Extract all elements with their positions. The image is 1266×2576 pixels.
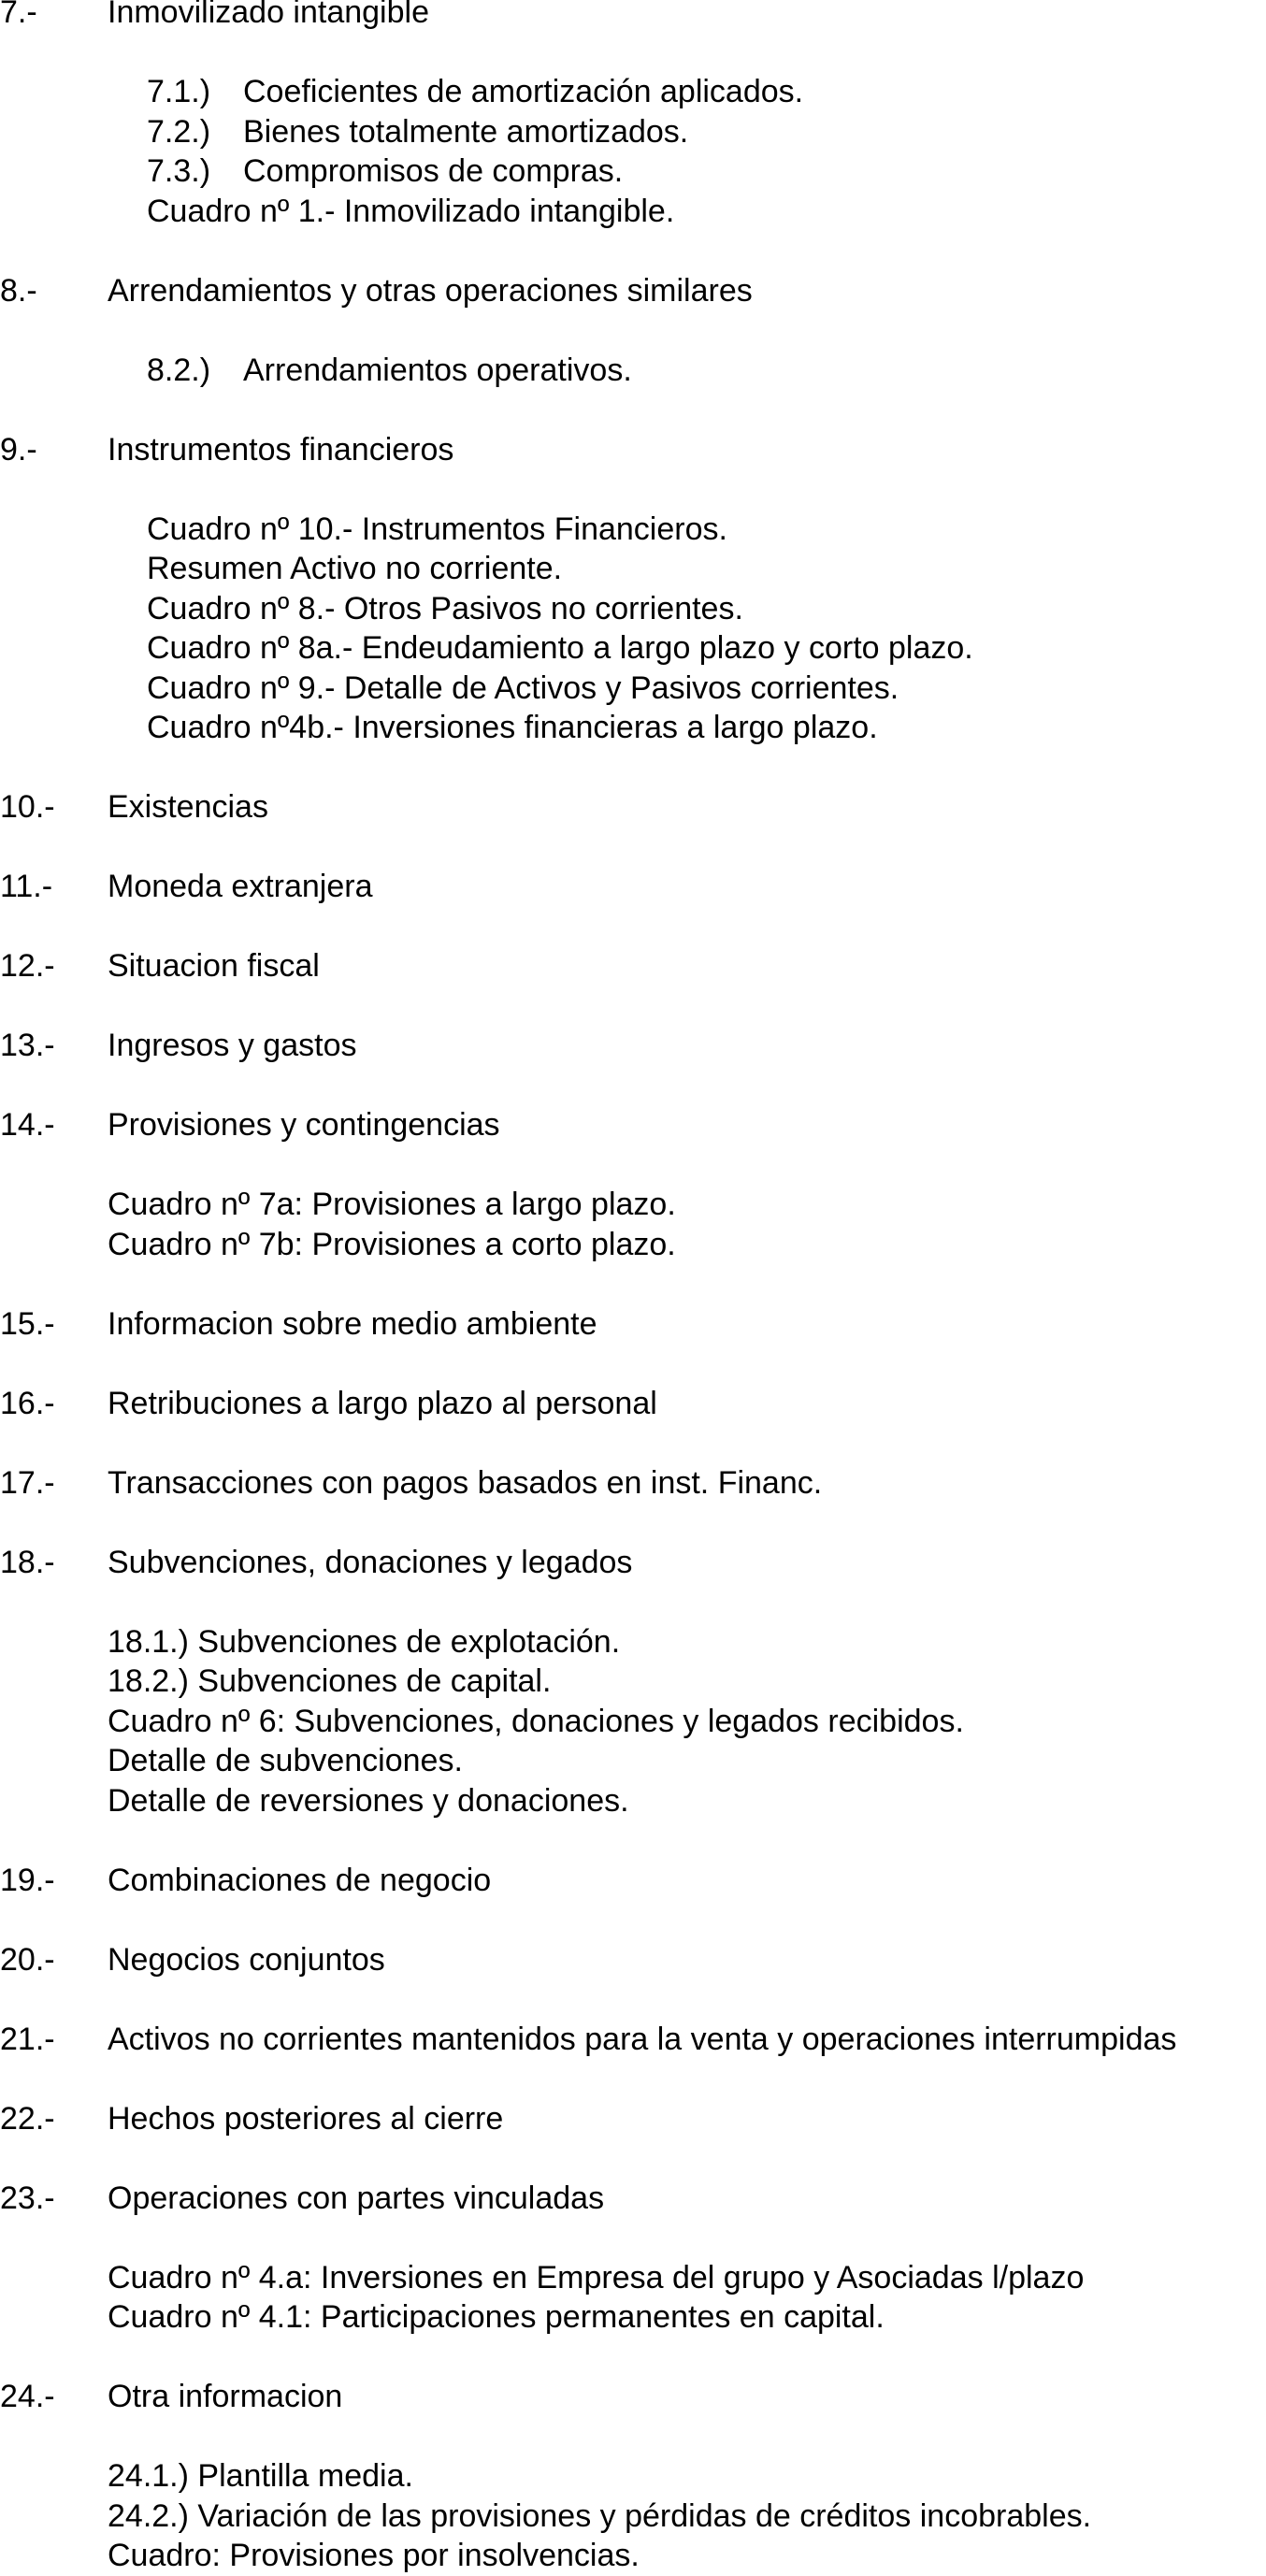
section-title: Ingresos y gastos: [108, 1028, 357, 1063]
section-number: 10.-: [0, 789, 55, 825]
section-title: Inmovilizado intangible: [108, 0, 429, 30]
index-section: [0, 1304, 1266, 1345]
subsection-item: [0, 1225, 1266, 1265]
section-heading: [0, 787, 1266, 827]
section-number: 18.-: [0, 1544, 55, 1580]
index-section: [0, 2377, 1266, 2576]
section-title: Retribuciones a largo plazo al personal: [108, 1385, 657, 1421]
index-section: [0, 787, 1266, 827]
section-number: 15.-: [0, 1305, 55, 1342]
index-section: [0, 1463, 1266, 1504]
index-section: [0, 867, 1266, 907]
subsection-item: [0, 1702, 1266, 1742]
section-title: Activos no corrientes mantenidos para la venta y operaciones interrumpidas: [108, 2021, 1177, 2057]
section-heading: [0, 430, 1266, 470]
subsection-number: 7.1.): [147, 74, 211, 109]
section-number: 20.-: [0, 1941, 55, 1978]
index-section: [0, 1105, 1266, 1264]
subsection-item: [0, 549, 1266, 589]
index-section: [0, 1026, 1266, 1066]
section-number: 11.-: [0, 869, 53, 904]
section-number: 23.-: [0, 2180, 55, 2216]
index-section: [0, 946, 1266, 986]
subsection-item: [0, 2258, 1266, 2298]
section-number: 8.-: [0, 272, 37, 309]
index-section: [0, 2020, 1266, 2060]
section-title: Otra informacion: [108, 2379, 343, 2414]
subsection-list: [0, 1185, 1266, 1264]
section-number: 14.-: [0, 1107, 55, 1143]
section-heading: [0, 1463, 1266, 1504]
section-heading: [0, 2179, 1266, 2219]
subsection-text: Bienes totalmente amortizados.: [243, 113, 689, 150]
subsection-text: Cuadro nº 8.- Otros Pasivos no corrientes.: [147, 590, 743, 626]
section-heading: [0, 867, 1266, 907]
section-heading: [0, 1861, 1266, 1901]
section-number: 24.-: [0, 2379, 55, 2414]
subsection-text: Cuadro nº 6: Subvenciones, donaciones y legados recibidos.: [108, 1703, 964, 1739]
subsection-text: Cuadro nº 7a: Provisiones a largo plazo.: [108, 1187, 676, 1222]
index-section: [0, 1861, 1266, 1901]
subsection-list: [0, 2258, 1266, 2338]
section-heading: [0, 1105, 1266, 1145]
section-heading: [0, 2099, 1266, 2139]
section-heading: [0, 1026, 1266, 1066]
subsection-text: Arrendamientos operativos.: [243, 352, 632, 388]
subsection-item: [0, 510, 1266, 550]
section-number: 9.-: [0, 431, 37, 468]
subsection-number: 8.2.): [147, 352, 211, 388]
index-section: [0, 1384, 1266, 1424]
subsection-item: [0, 2497, 1266, 2537]
index-section: [0, 2099, 1266, 2139]
section-title: Hechos posteriores al cierre: [108, 2100, 504, 2137]
section-number: 19.-: [0, 1862, 55, 1898]
index-section: [0, 430, 1266, 748]
section-number: 7.-: [0, 0, 37, 30]
subsection-text: Coeficientes de amortización aplicados.: [243, 74, 804, 109]
section-title: Provisiones y contingencias: [108, 1107, 500, 1143]
section-heading: [0, 271, 1266, 311]
subsection-text: Detalle de subvenciones.: [108, 1743, 463, 1778]
subsection-item: [0, 2456, 1266, 2497]
subsection-number: 7.3.): [147, 153, 211, 189]
subsection-text: 24.2.) Variación de las provisiones y pérdidas de créditos incobrables.: [108, 2497, 1092, 2534]
index-section: [0, 2179, 1266, 2338]
subsection-item: [0, 2536, 1266, 2576]
section-title: Negocios conjuntos: [108, 1941, 385, 1978]
subsection-item: [0, 1781, 1266, 1821]
section-title: Informacion sobre medio ambiente: [108, 1305, 597, 1342]
subsection-item: [0, 112, 1266, 152]
subsection-list: [0, 2456, 1266, 2576]
subsection-item: [0, 1622, 1266, 1662]
section-heading: [0, 1543, 1266, 1583]
index-section: [0, 0, 1266, 231]
subsection-text: Cuadro nº 8a.- Endeudamiento a largo plazo y corto plazo.: [147, 630, 973, 666]
subsection-text: Detalle de reversiones y donaciones.: [108, 1782, 629, 1819]
section-title: Combinaciones de negocio: [108, 1862, 492, 1898]
section-title: Instrumentos financieros: [108, 431, 454, 468]
subsection-text: Cuadro nº 9.- Detalle de Activos y Pasivos corrientes.: [147, 669, 899, 706]
section-number: 17.-: [0, 1464, 55, 1501]
subsection-item: [0, 1662, 1266, 1702]
section-title: Moneda extranjera: [108, 869, 373, 904]
section-title: Transacciones con pagos basados en inst. Financ.: [108, 1464, 823, 1501]
section-heading: [0, 2377, 1266, 2417]
section-number: 13.-: [0, 1028, 55, 1063]
subsection-item: [0, 628, 1266, 669]
subsection-text: Cuadro nº 7b: Provisiones a corto plazo.: [108, 1226, 676, 1262]
subsection-list: [0, 1622, 1266, 1821]
subsection-item: [0, 192, 1266, 232]
subsection-item: [0, 708, 1266, 748]
subsection-item: [0, 589, 1266, 629]
section-title: Operaciones con partes vinculadas: [108, 2180, 605, 2216]
subsection-text: Resumen Activo no corriente.: [147, 551, 563, 586]
subsection-text: Cuadro nº 4.1: Participaciones permanentes en capital.: [108, 2299, 885, 2335]
subsection-text: 18.2.) Subvenciones de capital.: [108, 1663, 552, 1699]
section-heading: [0, 1940, 1266, 1980]
subsection-text: 24.1.) Plantilla media.: [108, 2458, 413, 2494]
index-section: [0, 1940, 1266, 1980]
section-number: 12.-: [0, 948, 55, 984]
subsection-text: Cuadro: Provisiones por insolvencias.: [108, 2538, 640, 2573]
subsection-text: Compromisos de compras.: [243, 153, 624, 189]
subsection-text: Cuadro nº 10.- Instrumentos Financieros.: [147, 511, 727, 547]
section-number: 22.-: [0, 2100, 55, 2137]
section-heading: [0, 2020, 1266, 2060]
section-heading: [0, 1384, 1266, 1424]
subsection-text: Cuadro nº 4.a: Inversiones en Empresa del grupo y Asociadas l/plazo: [108, 2259, 1085, 2295]
subsection-item: [0, 151, 1266, 192]
subsection-list: [0, 510, 1266, 748]
subsection-item: [0, 1185, 1266, 1225]
section-number: 21.-: [0, 2021, 55, 2057]
subsection-item: [0, 351, 1266, 391]
section-title: Existencias: [108, 789, 268, 825]
section-heading: [0, 0, 1266, 33]
section-title: Subvenciones, donaciones y legados: [108, 1544, 633, 1580]
subsection-list: [0, 351, 1266, 391]
subsection-list: [0, 72, 1266, 231]
subsection-item: [0, 2297, 1266, 2338]
subsection-item: [0, 72, 1266, 112]
subsection-text: 18.1.) Subvenciones de explotación.: [108, 1623, 621, 1660]
subsection-text: Cuadro nº 1.- Inmovilizado intangible.: [147, 193, 675, 229]
section-number: 16.-: [0, 1385, 55, 1421]
section-title: Situacion fiscal: [108, 948, 320, 984]
section-title: Arrendamientos y otras operaciones similares: [108, 272, 753, 309]
section-heading: [0, 1304, 1266, 1345]
subsection-item: [0, 669, 1266, 709]
section-heading: [0, 946, 1266, 986]
index-section: [0, 1543, 1266, 1821]
index-section: [0, 271, 1266, 391]
subsection-text: Cuadro nº4b.- Inversiones financieras a largo plazo.: [147, 710, 878, 745]
subsection-item: [0, 1741, 1266, 1781]
subsection-number: 7.2.): [147, 113, 211, 150]
